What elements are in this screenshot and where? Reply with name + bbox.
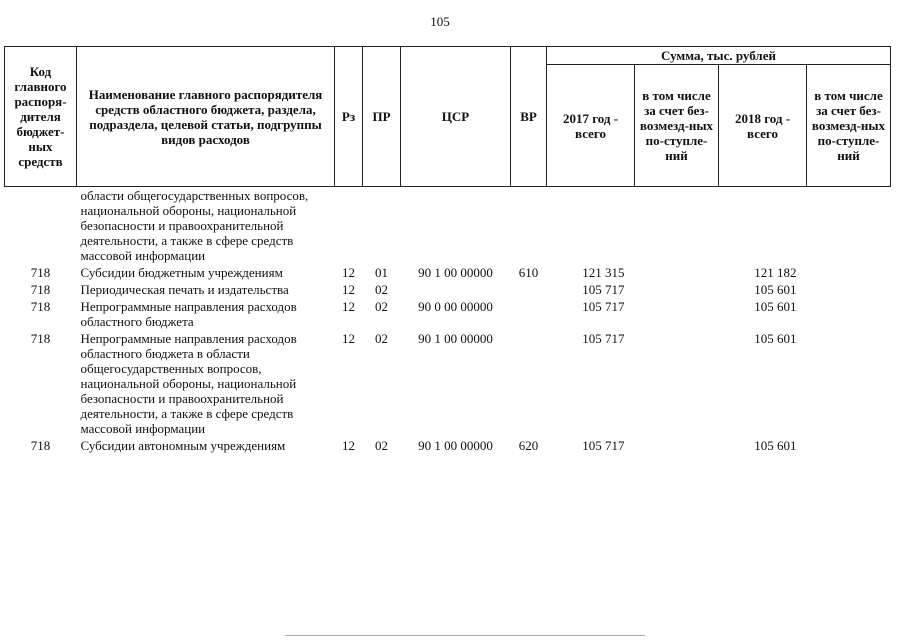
cell-rz: 12	[342, 282, 355, 297]
cell-pr: 02	[375, 331, 388, 346]
cell-csr: 90 0 00 00000	[418, 299, 493, 314]
header-pr: ПР	[363, 47, 401, 187]
cell-2018-gratuitous	[807, 264, 891, 281]
cell-2018-total: 105 601	[754, 299, 797, 314]
cell-csr: 90 1 00 00000	[418, 331, 493, 346]
cell-code: 718	[30, 265, 51, 280]
header-2018-total: 2018 год - всего	[719, 65, 807, 187]
cell-pr: 02	[375, 438, 388, 453]
cell-vr	[511, 330, 547, 437]
cell-vr	[511, 187, 547, 265]
header-name: Наименование главного распорядителя средств областного бюджета, раздела, подраздела, целевой статьи, подгруппы видов расходов	[77, 47, 335, 187]
cell-2017-gratuitous	[635, 330, 719, 437]
cell-code: 718	[30, 282, 51, 297]
cell-2018-total	[719, 187, 807, 265]
header-2018-gratuitous: в том числе за счет без-возмезд-ных по-ступле-ний	[807, 65, 891, 187]
cell-2018-total: 121 182	[754, 265, 797, 280]
cell-2018-gratuitous	[807, 187, 891, 265]
table-row	[5, 437, 891, 454]
header-sum-group: Сумма, тыс. рублей	[547, 47, 891, 65]
cell-code: 718	[30, 299, 51, 314]
cell-csr: 90 1 00 00000	[418, 265, 493, 280]
cell-name: Субсидии бюджетным учреждениям	[80, 265, 283, 280]
cell-vr	[511, 281, 547, 298]
cell-pr: 02	[375, 282, 388, 297]
table-row	[5, 298, 891, 330]
table-header	[5, 47, 891, 187]
cell-2017-total: 105 717	[582, 438, 625, 453]
cell-code: 718	[30, 331, 51, 346]
cell-2018-gratuitous	[807, 281, 891, 298]
table-row	[5, 330, 891, 437]
cell-pr: 01	[375, 265, 388, 280]
cell-2017-gratuitous	[635, 187, 719, 265]
cell-2018-total: 105 601	[754, 331, 797, 346]
table-body	[5, 187, 891, 455]
cell-csr: 90 1 00 00000	[418, 438, 493, 453]
cell-2018-total: 105 601	[754, 438, 797, 453]
cell-2017-total: 121 315	[582, 265, 625, 280]
cell-name: Субсидии автономным учреждениям	[80, 438, 286, 453]
cell-name: Периодическая печать и издательства	[80, 282, 289, 297]
header-rz: Рз	[335, 47, 363, 187]
page-number: 105	[430, 14, 450, 29]
cell-vr	[511, 298, 547, 330]
cell-name: Непрограммные направления расходов областного бюджета в области общегосударственных вопросов, национальной обороны, национальной безопасности и правоохранительной деятельности, а также в сфере средств массовой информации	[80, 331, 297, 436]
cell-2017-total	[547, 187, 635, 265]
cell-csr	[401, 187, 511, 265]
cell-2018-total: 105 601	[754, 282, 797, 297]
table-row	[5, 264, 891, 281]
cell-rz: 12	[342, 265, 355, 280]
cell-vr: 610	[518, 265, 539, 280]
cell-code	[5, 187, 77, 265]
header-vr: ВР	[511, 47, 547, 187]
cell-2018-gratuitous	[807, 437, 891, 454]
table-row	[5, 187, 891, 265]
cell-2017-gratuitous	[635, 264, 719, 281]
header-code: Код главного распоря-дителя бюджет-ных средств	[5, 47, 77, 187]
cell-rz: 12	[342, 299, 355, 314]
cell-2018-gratuitous	[807, 298, 891, 330]
header-csr: ЦСР	[401, 47, 511, 187]
cell-pr: 02	[375, 299, 388, 314]
cell-2017-gratuitous	[635, 298, 719, 330]
cell-rz: 12	[342, 438, 355, 453]
cell-2017-total: 105 717	[582, 282, 625, 297]
cell-name: Непрограммные направления расходов областного бюджета	[80, 299, 297, 329]
cell-2018-gratuitous	[807, 330, 891, 437]
header-2017-gratuitous: в том числе за счет без-возмезд-ных по-ступле-ний	[635, 65, 719, 187]
cell-rz: 12	[342, 331, 355, 346]
header-2017-total: 2017 год - всего	[547, 65, 635, 187]
cell-2017-gratuitous	[635, 437, 719, 454]
table-row	[5, 281, 891, 298]
cell-vr: 620	[518, 438, 539, 453]
budget-table	[4, 46, 891, 454]
page-bottom-rule	[285, 635, 645, 636]
cell-2017-total: 105 717	[582, 299, 625, 314]
cell-code: 718	[30, 438, 51, 453]
cell-name: области общегосударственных вопросов, национальной обороны, национальной безопасности и правоохранительной деятельности, а также в сфере средств массовой информации	[80, 188, 309, 263]
cell-csr	[401, 281, 511, 298]
cell-2017-gratuitous	[635, 281, 719, 298]
cell-rz	[335, 187, 363, 265]
cell-2017-total: 105 717	[582, 331, 625, 346]
cell-pr	[363, 187, 401, 265]
